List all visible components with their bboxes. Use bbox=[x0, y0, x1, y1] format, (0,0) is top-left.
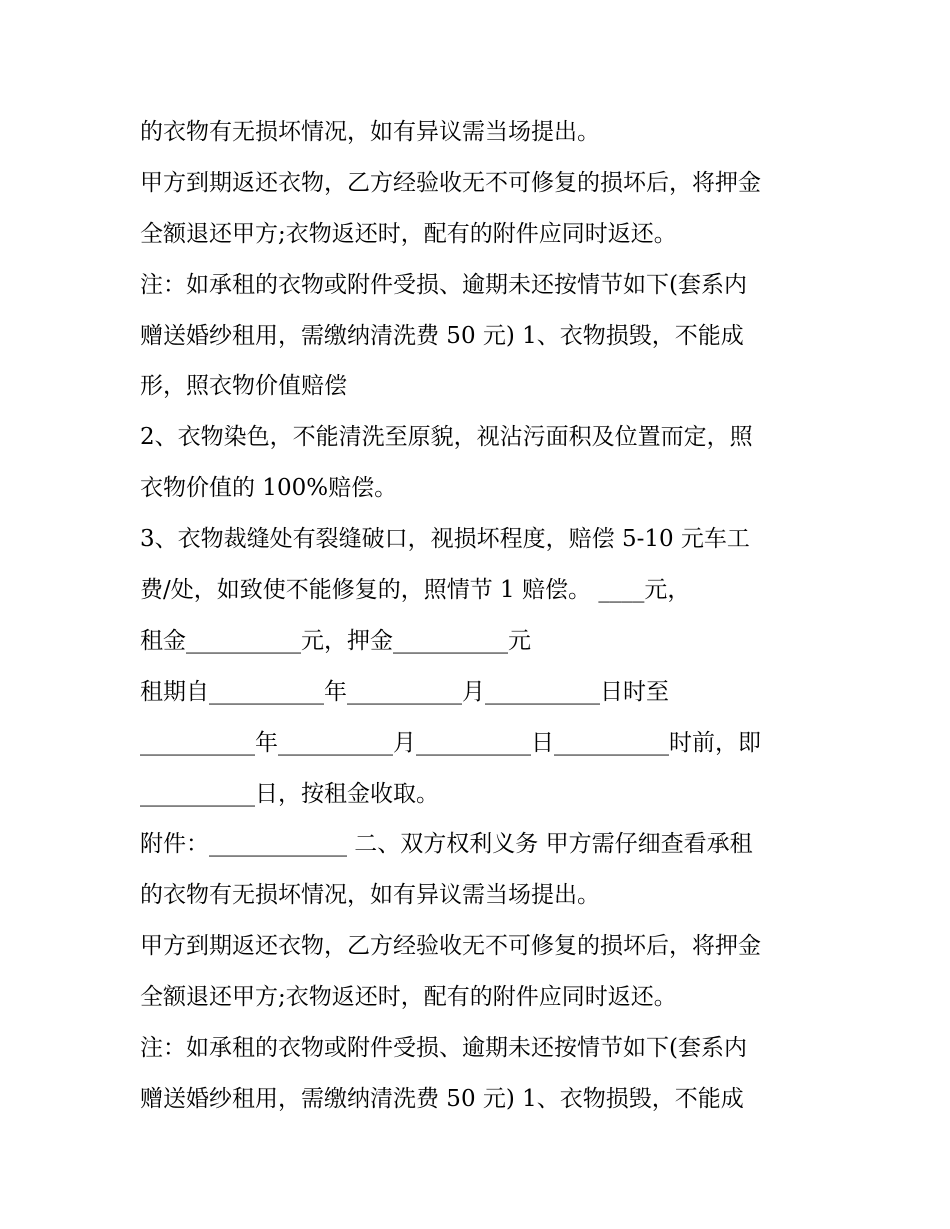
text-line-14: __________日，按租金收取。 bbox=[140, 780, 439, 807]
text-line-4: 注：如承租的衣物或附件受损、逾期未还按情节如下(套系内 bbox=[140, 271, 747, 298]
text-line-9: 3、衣物裁缝处有裂缝破口，视损坏程度，赔偿 5-10 元车工 bbox=[140, 526, 750, 553]
text-line-2: 甲方到期返还衣物，乙方经验收无不可修复的损坏后，将押金 bbox=[140, 169, 761, 196]
text-line-18: 全额退还甲方;衣物返还时，配有的附件应同时返还。 bbox=[140, 984, 677, 1011]
text-line-20: 赠送婚纱租用，需缴纳清洗费 50 元) 1、衣物损毁，不能成 bbox=[140, 1085, 744, 1112]
contract-text bbox=[140, 107, 820, 1125]
text-line-17: 甲方到期返还衣物，乙方经验收无不可修复的损坏后，将押金 bbox=[140, 933, 761, 960]
text-line-13: __________年__________月__________日__________时前，即 bbox=[140, 729, 761, 756]
text-line-8: 衣物价值的 100%赔偿。 bbox=[140, 475, 398, 502]
text-line-7: 2、衣物染色，不能清洗至原貌，视沾污面积及位置而定，照 bbox=[140, 424, 753, 451]
text-line-12: 租期自__________年__________月__________日时至 bbox=[140, 678, 669, 705]
text-line-3: 全额退还甲方;衣物返还时，配有的附件应同时返还。 bbox=[140, 220, 677, 247]
text-line-11: 租金__________元，押金__________元 bbox=[140, 627, 531, 654]
text-line-15: 附件：____________ 二、双方权利义务 甲方需仔细查看承租 bbox=[140, 831, 753, 858]
text-line-16: 的衣物有无损坏情况，如有异议需当场提出。 bbox=[140, 882, 600, 909]
text-line-5: 赠送婚纱租用，需缴纳清洗费 50 元) 1、衣物损毁，不能成 bbox=[140, 322, 744, 349]
text-line-19: 注：如承租的衣物或附件受损、逾期未还按情节如下(套系内 bbox=[140, 1035, 747, 1062]
text-line-6: 形，照衣物价值赔偿 bbox=[140, 373, 347, 400]
text-line-1: 的衣物有无损坏情况，如有异议需当场提出。 bbox=[140, 119, 600, 145]
text-line-10: 费/处，如致使不能修复的，照情节 1 赔偿。 ____元， bbox=[140, 577, 691, 604]
